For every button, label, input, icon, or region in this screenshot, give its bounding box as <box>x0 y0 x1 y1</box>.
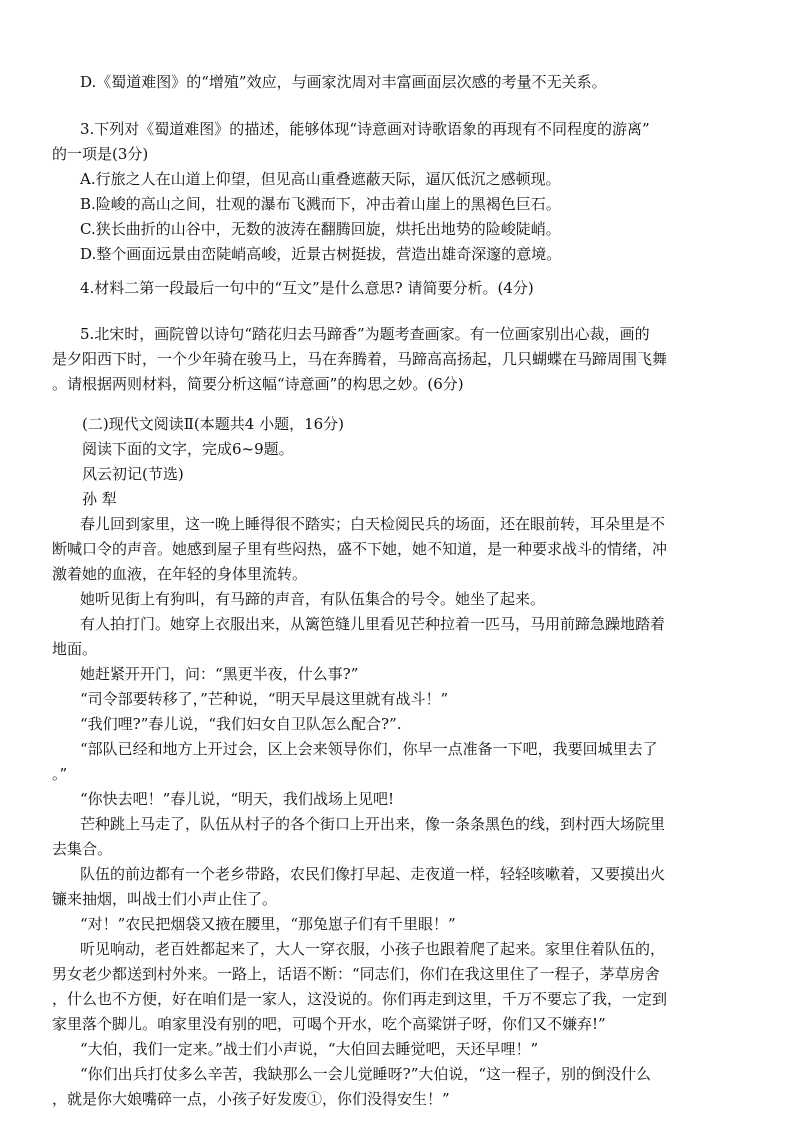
story-line: “大伯，我们一定来。”战士们小声说，“大伯回去睡觉吧，天还早哩！” <box>80 1040 539 1058</box>
story-line: “司令部要转移了，”芒种说，“明天早晨这里就有战斗！” <box>80 690 449 708</box>
q2-option-d: D.《蜀道难图》的“增殖”效应，与画家沈周对丰富画面层次感的考量不无关系。 <box>80 73 607 91</box>
q3-stem-line-1: 3.下列对《蜀道难图》的描述，能够体现“诗意画对诗歌语象的再现有不同程度的游离” <box>80 120 650 138</box>
question-3 <box>52 117 752 267</box>
story-line: “你们出兵打仗多么辛苦，我缺那么一会儿觉睡呀?”大伯说，“这一程子，别的倒没什么 <box>80 1065 652 1083</box>
q3-option-a: A.行旅之人在山道上仰望，但见高山重叠遮蔽天际，逼仄低沉之感顿现。 <box>80 170 561 188</box>
story-line: ，就是你大娘嘴碎一点，小孩子好发废①，你们没得安生！” <box>52 1090 450 1108</box>
section-instruction: 阅读下面的文字，完成6~9题。 <box>82 440 294 458</box>
story-author: 孙 犁 <box>82 490 117 508</box>
question-5 <box>52 322 752 397</box>
story-line: “部队已经和地方上开过会，区上会来领导你们，你早一点准备一下吧，我要回城里去了 <box>80 740 658 758</box>
story-body <box>52 512 752 1112</box>
story-line: 有人拍打门。她穿上衣服出来，从篱笆缝儿里看见芒种拉着一匹马，马用前蹄急躁地踏着 <box>80 615 666 633</box>
story-line: 芒种跳上马走了，队伍从村子的各个街口上开出来，像一条条黑色的线，到村西大场院里 <box>80 815 666 833</box>
story-line: 激着她的血液，在年轻的身体里流转。 <box>52 565 308 583</box>
q3-option-d: D.整个画面远景由峦陡峭高峻，近景古树挺拔，营造出雄奇深邃的意境。 <box>80 245 562 263</box>
story-line: 春儿回到家里，这一晚上睡得很不踏实；白天检阅民兵的场面，还在眼前转，耳朵里是不 <box>80 515 666 533</box>
story-line: 队伍的前边都有一个老乡带路，农民们像打早起、走夜道一样，轻轻咳嗽着，又要摸出火 <box>80 865 666 883</box>
story-line: 镰来抽烟，叫战士们小声止住了。 <box>52 890 278 908</box>
story-line: 她赶紧开开门，问：“黑更半夜，什么事?” <box>80 665 359 683</box>
story-line: “你快去吧！”春儿说，“明天，我们战场上见吧! <box>80 790 395 808</box>
section-header <box>52 412 752 512</box>
q5-line-1: 5.北宋时，画院曾以诗句“踏花归去马蹄香”为题考查画家。有一位画家别出心裁，画的 <box>80 325 650 343</box>
q3-option-c: C.狭长曲折的山谷中，无数的波涛在翻腾回旋，烘托出地势的险峻陡峭。 <box>80 220 561 238</box>
story-line: 家里落个脚儿。咱家里没有别的吧，可喝个开水，吃个高粱饼子呀，你们又不嫌弃!” <box>52 1015 606 1033</box>
story-line: 听见响动，老百姓都起来了，大人一穿衣服，小孩子也跟着爬了起来。家里住着队伍的， <box>80 940 666 958</box>
story-line: 她听见街上有狗叫，有马蹄的声音，有队伍集合的号令。她坐了起来。 <box>80 590 546 608</box>
q5-line-3: 。请根据两则材料，简要分析这幅“诗意画”的构思之妙。(6分) <box>52 375 464 393</box>
question-4: 4.材料二第一段最后一句中的“互文”是什么意思? 请简要分析。(4分) <box>80 279 534 297</box>
story-line: 男女老少都送到村外来。一路上，话语不断：“同志们，你们在我这里住了一程子，茅草房舍 <box>52 965 660 983</box>
story-line: 地面。 <box>52 640 98 658</box>
story-title: 风云初记(节选) <box>82 465 184 483</box>
story-line: ，什么也不方便，好在咱们是一家人，这没说的。你们再走到这里，千万不要忘了我，一定到 <box>52 990 668 1008</box>
section-heading: (二)现代文阅读Ⅱ(本题共4 小题，16分) <box>82 415 345 433</box>
story-line: 去集合。 <box>52 840 113 858</box>
story-line: “对！”农民把烟袋又掖在腰里，“那兔崽子们有千里眼！” <box>80 915 456 933</box>
q3-stem-line-2: 的一项是(3分) <box>52 145 149 163</box>
story-line: 。” <box>52 765 68 783</box>
story-line: 断喊口令的声音。她感到屋子里有些闷热，盛不下她，她不知道，是一种要求战斗的情绪，冲 <box>52 540 668 558</box>
story-line: “我们哩?”春儿说，“我们妇女自卫队怎么配合?”. <box>80 715 402 733</box>
q3-option-b: B.险峻的高山之间，壮观的瀑布飞溅而下，冲击着山崖上的黑褐色巨石。 <box>80 195 561 213</box>
q5-line-2: 是夕阳西下时，一个少年骑在骏马上，马在奔腾着，马蹄高高扬起，几只蝴蝶在马蹄周围飞舞 <box>52 350 668 368</box>
